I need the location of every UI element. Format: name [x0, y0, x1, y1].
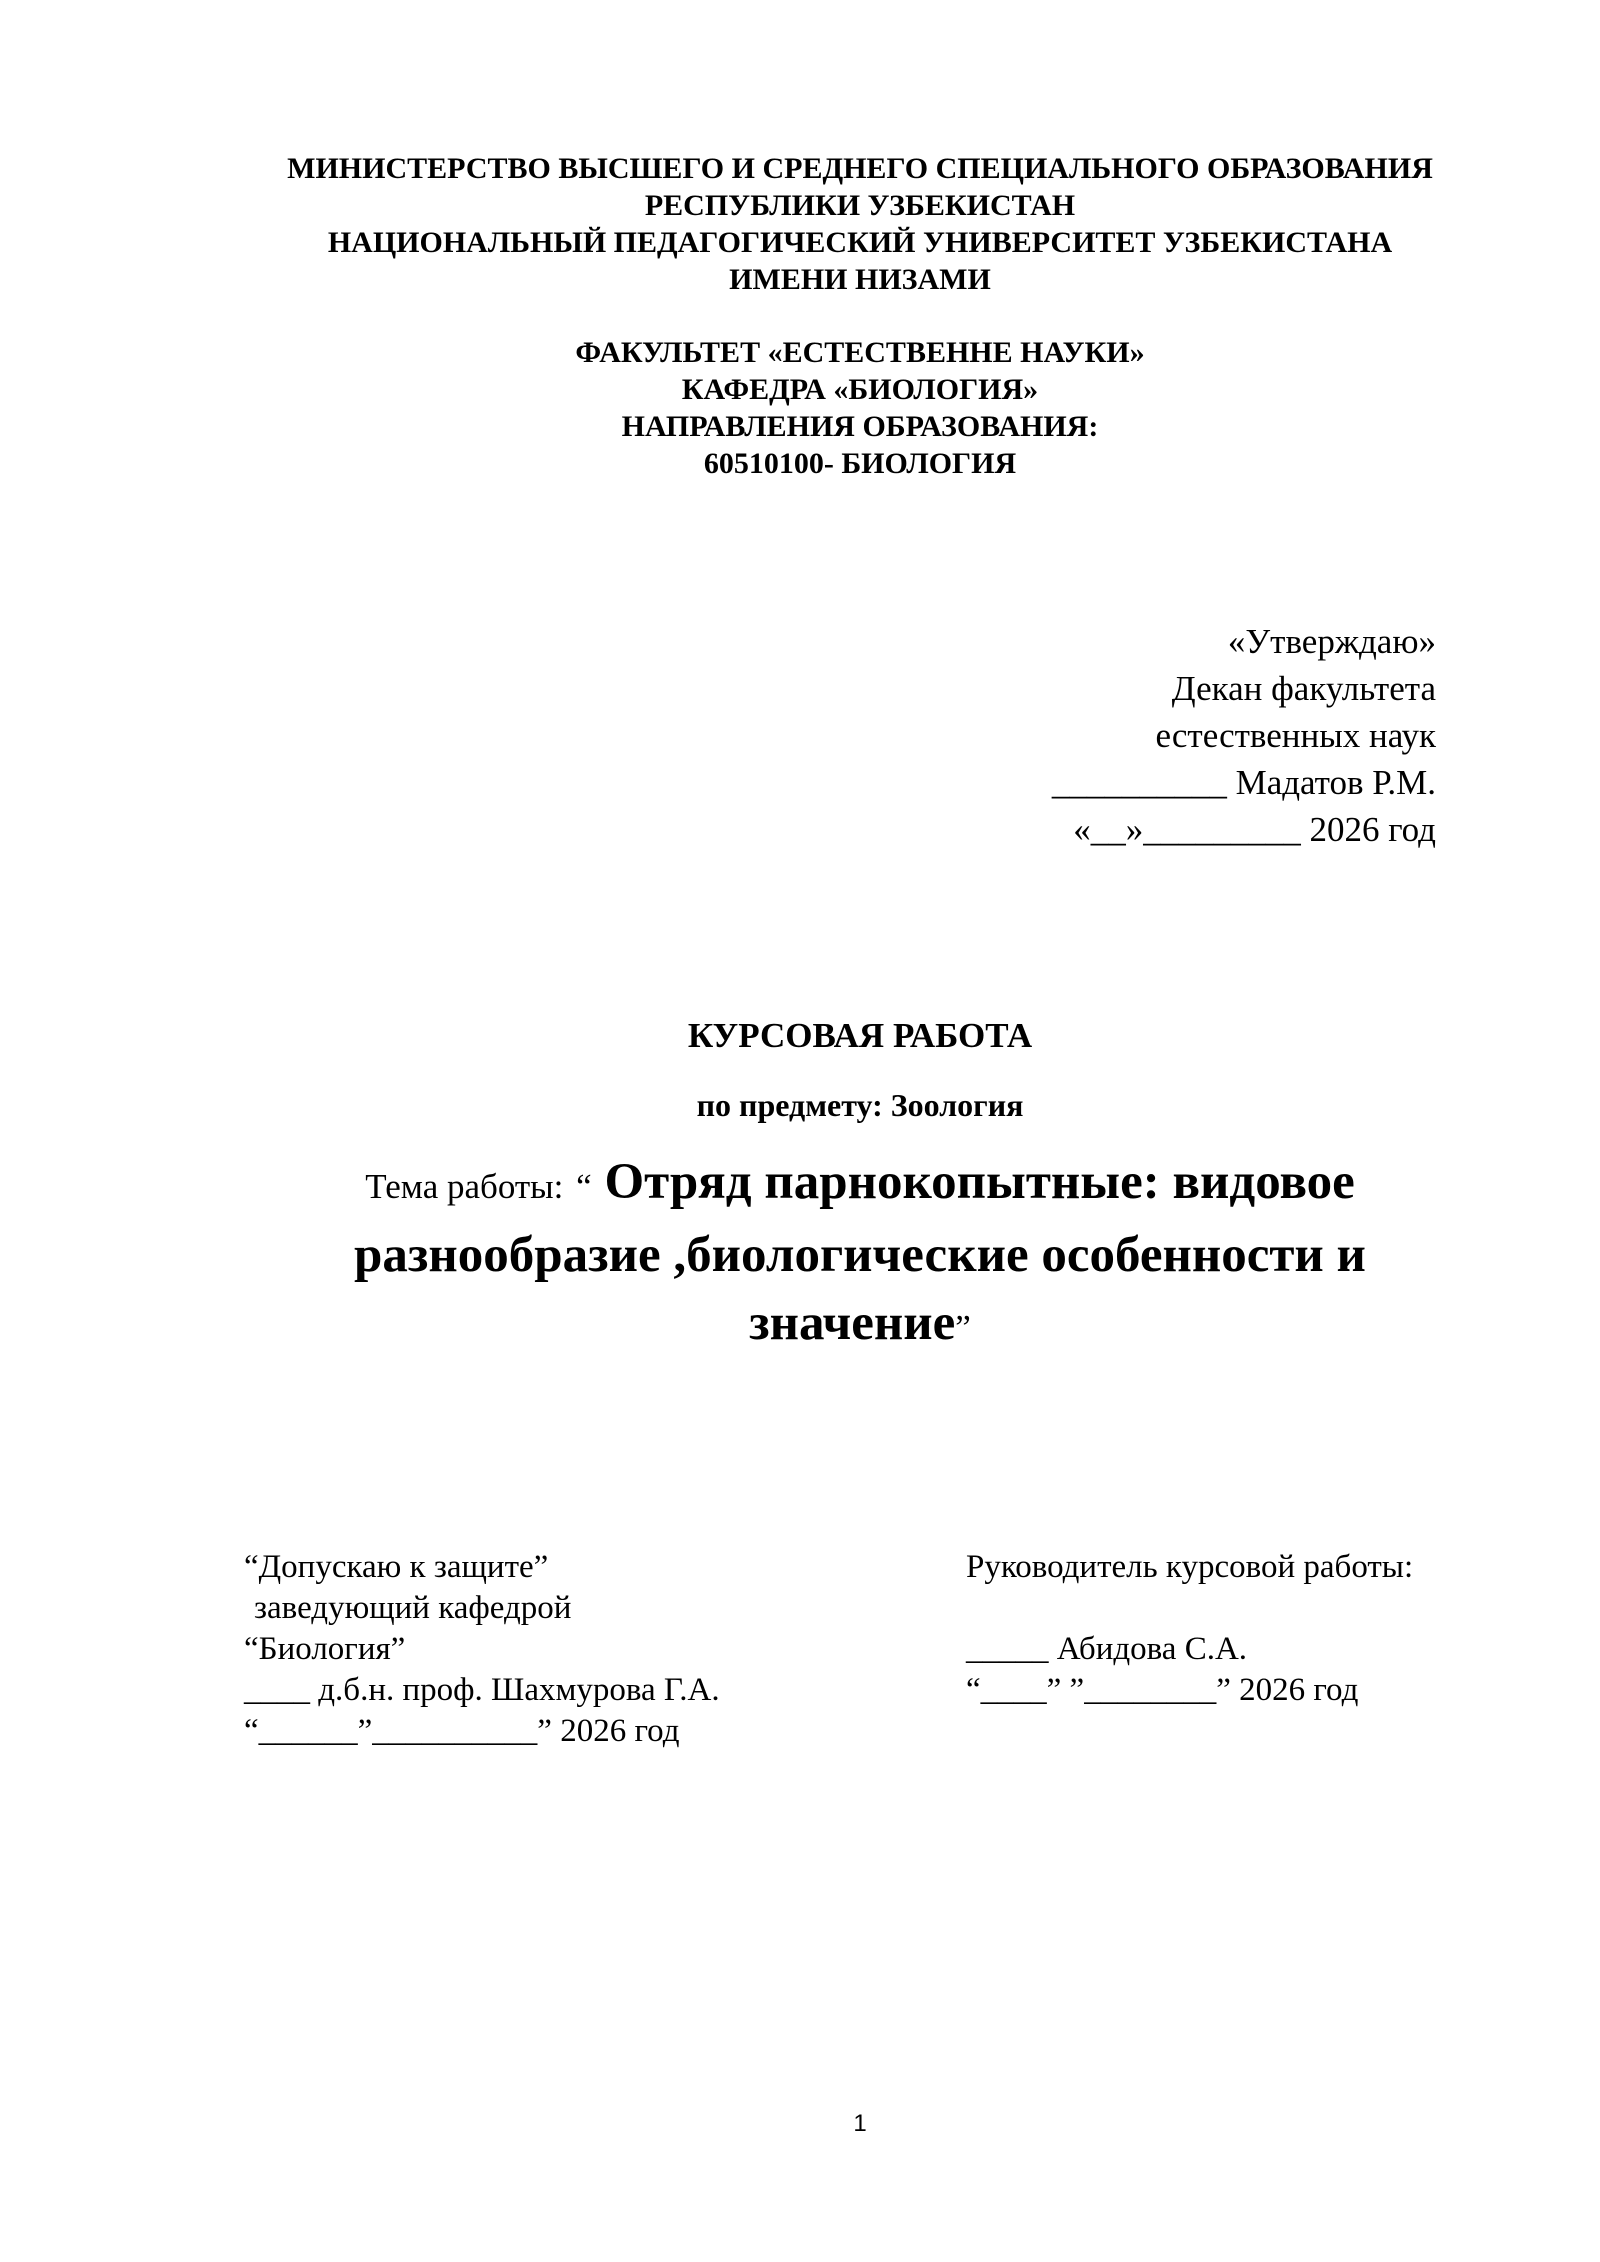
header-line: РЕСПУБЛИКИ УЗБЕКИСТАН — [644, 189, 1076, 222]
work-topic — [250, 1148, 1470, 1362]
department-line: КАФЕДРА «БИОЛОГИЯ» — [681, 373, 1039, 406]
approval-line: «__»_________ 2026 год — [1073, 810, 1436, 849]
defense-admission-block — [244, 1547, 944, 1752]
admission-line: “Допускаю к защите” — [244, 1549, 549, 1585]
approval-block — [736, 618, 1436, 853]
supervisor-name: _____ Абидова С.А. — [966, 1631, 1248, 1667]
header-line: МИНИСТЕРСТВО ВЫСШЕГО И СРЕДНЕГО СПЕЦИАЛЬНОГО ОБРАЗОВАНИЯ — [287, 152, 1433, 185]
topic-prefix: Тема работы: — [365, 1167, 564, 1206]
admission-line: заведующий кафедрой — [254, 1590, 572, 1626]
header-line: НАЦИОНАЛЬНЫЙ ПЕДАГОГИЧЕСКИЙ УНИВЕРСИТЕТ УЗБЕКИСТАНА — [327, 226, 1393, 259]
topic-open-quote: “ — [576, 1167, 592, 1206]
header-line: ИМЕНИ НИЗАМИ — [729, 263, 991, 296]
approval-line: Декан факультета — [1171, 669, 1436, 708]
admission-line: “______”__________” 2026 год — [244, 1713, 680, 1749]
header-spacer — [200, 298, 1520, 334]
work-subject: по предмету: Зоология — [696, 1087, 1024, 1123]
topic-close-quote: ” — [955, 1308, 971, 1347]
approval-line: __________ Мадатов Р.М. — [1051, 763, 1436, 802]
supervisor-spacer — [966, 1588, 1566, 1629]
approval-line: «Утверждаю» — [1227, 622, 1436, 661]
supervisor-block — [966, 1547, 1566, 1711]
page-number: 1 — [853, 2110, 867, 2137]
approval-line: естественных наук — [1155, 716, 1436, 755]
institution-header — [200, 150, 1520, 482]
faculty-line: ФАКУЛЬТЕТ «ЕСТЕСТВЕННЕ НАУКИ» — [575, 336, 1145, 369]
admission-line: ____ д.б.н. проф. Шахмурова Г.А. — [244, 1672, 720, 1708]
supervisor-title: Руководитель курсовой работы: — [966, 1549, 1414, 1585]
direction-line: НАПРАВЛЕНИЯ ОБРАЗОВАНИЯ: — [621, 410, 1099, 443]
program-code-line: 60510100- БИОЛОГИЯ — [703, 447, 1017, 480]
admission-line: “Биология” — [244, 1631, 406, 1667]
topic-text: Отряд парнокопытные: видовое разнообразие ,биологические особенности и значение — [354, 1154, 1366, 1351]
supervisor-date: “____” ”________” 2026 год — [966, 1672, 1359, 1708]
work-title: КУРСОВАЯ РАБОТА — [687, 1016, 1033, 1055]
